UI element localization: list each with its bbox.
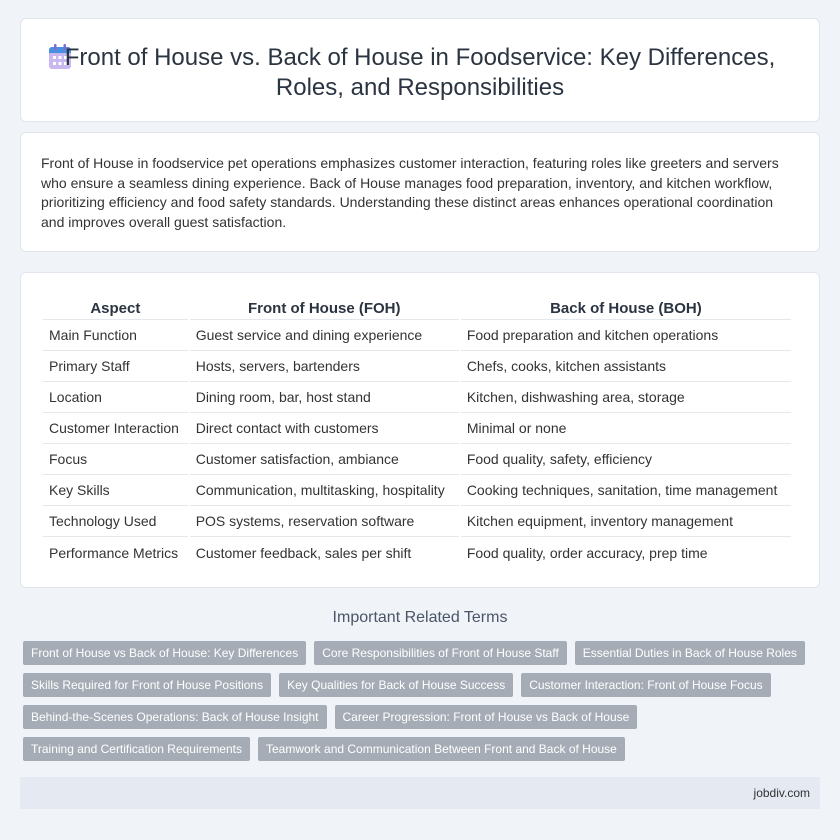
related-term-tag[interactable]: Skills Required for Front of House Positions — [23, 673, 271, 697]
table-cell: Hosts, servers, bartenders — [190, 351, 459, 382]
column-header-aspect: Aspect — [43, 295, 188, 320]
table-cell: Key Skills — [43, 475, 188, 506]
table-row — [43, 475, 791, 506]
related-term-tag[interactable]: Essential Duties in Back of House Roles — [575, 641, 805, 665]
table-row — [43, 413, 791, 444]
column-header-boh: Back of House (BOH) — [461, 295, 791, 320]
table-cell: Customer satisfaction, ambiance — [190, 444, 459, 475]
table-row — [43, 444, 791, 475]
table-cell: Kitchen, dishwashing area, storage — [461, 382, 791, 413]
table-row — [43, 320, 791, 351]
related-term-tag[interactable]: Teamwork and Communication Between Front and Back of House — [258, 737, 625, 761]
table-row — [43, 506, 791, 537]
intro-card — [20, 132, 820, 252]
table-cell: Location — [43, 382, 188, 413]
related-term-tag[interactable]: Customer Interaction: Front of House Focus — [521, 673, 770, 697]
table-cell: Minimal or none — [461, 413, 791, 444]
table-cell: Customer feedback, sales per shift — [195, 544, 412, 561]
table-cell: Guest service and dining experience — [190, 320, 459, 351]
table-cell: Food preparation and kitchen operations — [461, 320, 791, 351]
table-cell: Focus — [43, 444, 188, 475]
intro-paragraph: Front of House in foodservice pet operations emphasizes customer interaction, featuring roles like greeters and servers who ensure a seamless dining experience. Back of House manages food preparation, inventory, and kitchen workflow, prioritizing efficiency and food safety standards. Understanding these distinct areas enhances operational coordination and improves overall guest satisfaction. — [41, 155, 779, 230]
table-row — [43, 382, 791, 413]
related-term-tag[interactable]: Front of House vs Back of House: Key Differences — [23, 641, 306, 665]
comparison-table — [41, 295, 793, 568]
table-cell: POS systems, reservation software — [190, 506, 459, 537]
table-cell: Main Function — [43, 320, 188, 351]
related-term-tag[interactable]: Behind-the-Scenes Operations: Back of House Insight — [23, 705, 327, 729]
related-term-tag[interactable]: Training and Certification Requirements — [23, 737, 250, 761]
table-cell: Food quality, order accuracy, prep time — [466, 544, 708, 561]
table-cell: Primary Staff — [43, 351, 188, 382]
related-term-tag[interactable]: Key Qualities for Back of House Success — [279, 673, 513, 697]
column-header-foh: Front of House (FOH) — [190, 295, 459, 320]
related-terms-title: Important Related Terms — [332, 609, 508, 626]
table-cell: Performance Metrics — [49, 544, 179, 561]
table-cell: Direct contact with customers — [190, 413, 459, 444]
table-header-row — [43, 295, 791, 320]
table-cell: Food quality, safety, efficiency — [461, 444, 791, 475]
table-row — [43, 537, 791, 568]
footer — [20, 777, 820, 809]
table-cell: Customer Interaction — [43, 413, 188, 444]
footer-site-link[interactable]: jobdiv.com — [753, 786, 810, 800]
comparison-table-card — [20, 272, 820, 588]
table-cell: Cooking techniques, sanitation, time management — [461, 475, 791, 506]
table-cell: Kitchen equipment, inventory management — [461, 506, 791, 537]
table-cell: Technology Used — [43, 506, 188, 537]
header-card — [20, 18, 820, 122]
page-title: Front of House vs. Back of House in Foodservice: Key Differences, Roles, and Responsibilities — [64, 44, 776, 101]
table-row — [43, 351, 791, 382]
related-term-tag[interactable]: Core Responsibilities of Front of House Staff — [314, 641, 567, 665]
related-terms-list — [23, 641, 803, 769]
table-cell: Chefs, cooks, kitchen assistants — [461, 351, 791, 382]
table-cell: Dining room, bar, host stand — [190, 382, 459, 413]
related-term-tag[interactable]: Career Progression: Front of House vs Back of House — [335, 705, 638, 729]
table-cell: Communication, multitasking, hospitality — [190, 475, 459, 506]
